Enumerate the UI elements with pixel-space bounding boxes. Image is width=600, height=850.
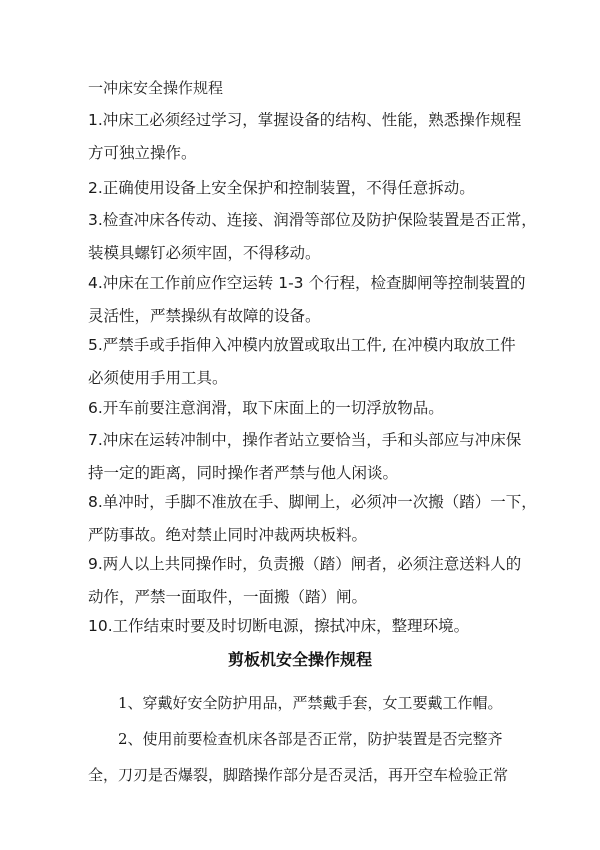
rule-item-10 bbox=[88, 610, 520, 643]
rule-item-6 bbox=[88, 392, 520, 425]
rule-item-7 bbox=[88, 424, 520, 490]
rule-item-4 bbox=[88, 267, 526, 333]
rule-line: 1.冲床工必须经过学习，掌握设备的结构、性能，熟悉操作规程 bbox=[88, 111, 522, 129]
rule-line: 10.工作结束时要及时切断电源，擦拭冲床，整理环境。 bbox=[88, 617, 470, 635]
rule-item-2 bbox=[88, 172, 520, 205]
rule-item-9 bbox=[88, 548, 520, 614]
rule-line: 全，刀刃是否爆裂，脚踏操作部分是否灵活，再开空车检验正常 bbox=[88, 766, 509, 784]
shear-rule-item-2 bbox=[88, 721, 520, 793]
rule-line: 5.严禁手或手指伸入冲模内放置或取出工件, 在冲模内取放工件 bbox=[88, 336, 516, 354]
sub-section-title: 剪板机安全操作规程 bbox=[227, 650, 372, 669]
rule-line: 8.单冲时，手脚不准放在手、脚闸上，必须冲一次搬（踏）一下， bbox=[88, 493, 537, 511]
rule-line: 持一定的距离，同时操作者严禁与他人闲谈。 bbox=[88, 464, 399, 482]
section-title: 一冲床安全操作规程 bbox=[88, 79, 224, 97]
rule-item-3 bbox=[88, 204, 537, 270]
rule-item-5 bbox=[88, 329, 520, 395]
rule-line: 2、使用前要检查机床各部是否正常，防护装置是否完整齐 bbox=[118, 730, 503, 748]
rule-line: 7.冲床在运转冲制中，操作者站立要恰当，手和头部应与冲床保 bbox=[88, 431, 522, 449]
rule-line: 2.正确使用设备上安全保护和控制装置，不得任意拆动。 bbox=[88, 179, 475, 197]
rule-line: 3.检查冲床各传动、连接、润滑等部位及防护保险装置是否正常， bbox=[88, 211, 537, 229]
rule-line: 1、穿戴好安全防护用品，严禁戴手套，女工要戴工作帽。 bbox=[118, 694, 503, 712]
rule-line: 严防事故。绝对禁止同时冲裁两块板料。 bbox=[88, 526, 368, 544]
rule-line: 9.两人以上共同操作时，负责搬（踏）闸者，必须注意送料人的 bbox=[88, 555, 522, 573]
rule-item-1 bbox=[88, 104, 520, 170]
rule-line: 装模具螺钉必须牢固，不得移动。 bbox=[88, 244, 321, 262]
rule-line: 必须使用手用工具。 bbox=[88, 369, 228, 387]
rule-line: 动作，严禁一面取件，一面搬（踏）闸。 bbox=[88, 588, 368, 606]
rule-item-8 bbox=[88, 486, 537, 552]
rule-line: 6.开车前要注意润滑，取下床面上的一切浮放物品。 bbox=[88, 399, 444, 417]
shear-rule-item-1 bbox=[88, 685, 520, 721]
rule-line: 灵活性，严禁操纵有故障的设备。 bbox=[88, 307, 321, 325]
rule-line: 4.冲床在工作前应作空运转 1-3 个行程，检查脚闸等控制装置的 bbox=[88, 274, 526, 292]
rule-line: 方可独立操作。 bbox=[88, 144, 197, 162]
